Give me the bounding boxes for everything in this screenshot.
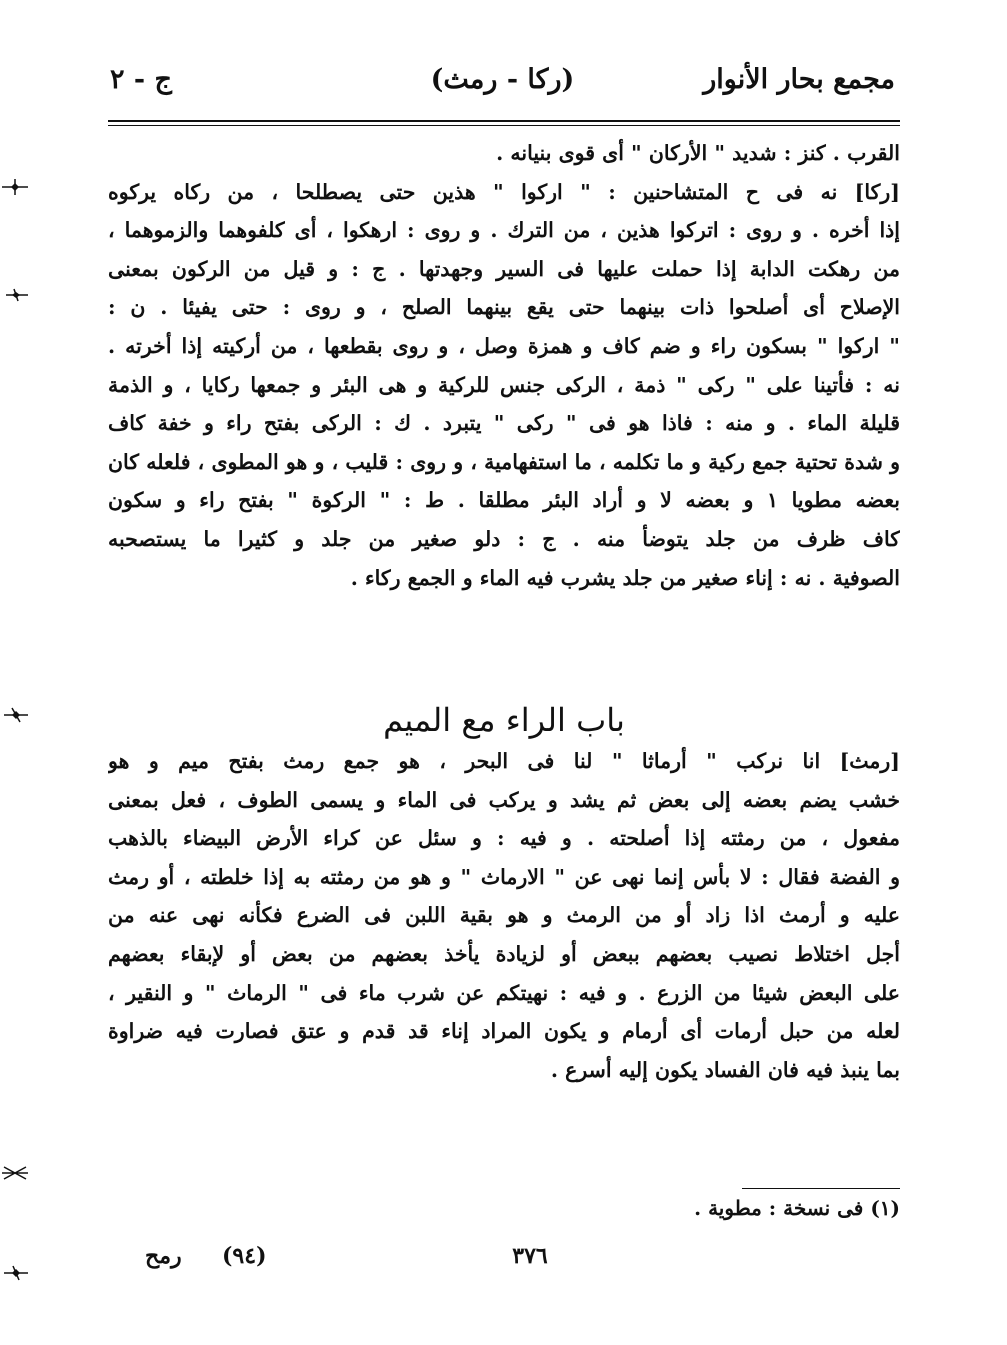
text-line: من رهكت الدابة إذا حملت عليها فى السير وجهدتها . ج : و قيل من الركون بمعنى	[108, 256, 900, 281]
text-line: خشب يضم بعضه إلى بعض ثم يشد و يركب فى الماء و يسمى الطوف ، فعل بمعنى	[108, 787, 900, 812]
registration-mark-icon	[0, 1163, 30, 1183]
header-rule-thin	[108, 125, 900, 126]
section-heading: باب الراء مع الميم	[383, 701, 625, 739]
text-line: مفعول ، من رمثته إذا أصلحته . و فيه : و سئل عن كراء الأرض البيضاء بالذهب	[108, 826, 900, 851]
text-line: على البعض شيئا من الزرع . و فيه : نهيتكم عن شرب ماء فى " الرماث " و النقير ،	[108, 980, 900, 1005]
section-raka	[108, 134, 900, 597]
registration-mark-icon	[0, 705, 30, 725]
registration-mark-icon	[0, 285, 30, 305]
text-line: بما ينبذ فيه فان الفساد يكون إليه أسرع .	[550, 1057, 900, 1082]
text-line: " اركوا " بسكون راء و ضم كاف و همزة وصل ، و روى بقطعها ، من أركيته إذا أخرته .	[108, 333, 900, 358]
text-line: نه : فأتينا على " ركى " ذمة ، الركى جنس للركية و هى البئر و جمعها ركايا ، و الذمة	[108, 372, 900, 397]
text-line: بعضه مطويا ١ و بعضه لا و أراد البئر مطلقا . ط : " الركوة " بفتح راء و سكون	[108, 488, 900, 513]
entry-range: (ركا - رمث)	[430, 64, 575, 95]
text-line: أجل اختلاط نصيب بعضهم ببعض أو لزيادة يأخذ بعضهم من بعض أو لإبقاء بعضهم	[108, 941, 900, 966]
text-line: إذا أخره . و روى : اتركوا هذين ، من الترك . و روى : ارهكوا ، أى كلفوهما والزموهما ،	[108, 218, 900, 243]
text-line: كاف ظرف من جلد يتوضأ منه . ج : دلو صغير من جلد و كثيرا ما يستصحبه	[108, 526, 900, 551]
text-line: و الفضة فقال : لا بأس إنما نهى عن " الارماث " و هو من رمثته به إذا خلطته ، أو رمث	[108, 864, 900, 889]
page-footer	[0, 1243, 1007, 1283]
registration-mark-icon	[0, 1263, 30, 1283]
text-line: القرب . كنز : شديد " الأركان " أى قوى بنيانه .	[496, 141, 900, 165]
text-line: [ركا] نه فى ح المتشاحنين : " اركوا " هذين حتى يصطلحا ، من ركاه يركوه	[108, 179, 900, 204]
sequence-number: (٩٤)	[222, 1243, 267, 1269]
text-line: لعله من حبل أرمات أى أرمام و يكون المراد إناء قد قدم و عتق فصارت فيه ضراوة	[108, 1019, 900, 1044]
text-line: قليلة الماء . و منه : فاذا هو فى " ركى " يتبرد . ك : الركى بفتح راء و خفة كاف	[108, 411, 900, 436]
catchword: رمح	[145, 1243, 182, 1269]
page-number: ٣٧٦	[512, 1243, 548, 1269]
header-rule-thick	[108, 120, 900, 122]
text-line: [رمث] انا نركب " أرماثا " لنا فى البحر ، هو جمع رمث بفتح ميم و هو	[108, 749, 900, 773]
volume-label: ج - ٢	[110, 64, 172, 95]
running-header	[110, 64, 895, 112]
footnote: (١) فى نسخة : مطوية .	[694, 1196, 900, 1220]
registration-mark-icon	[0, 177, 30, 197]
footnote-rule	[742, 1188, 900, 1189]
book-title: مجمع بحار الأنوار	[703, 64, 895, 95]
section-ramath	[108, 742, 900, 1089]
text-line: و شدة تحتية جمع ركية و ما تكلمه ، ما استفهامية ، و روى : قليب ، و هو المطوى ، فلعله كان	[108, 449, 900, 474]
text-line: الإصلاح أى أصلحوا ذات بينهما حتى يقع بينهما الصلح ، و روى : حتى يفيئا . ن :	[108, 295, 900, 320]
text-line: عليه و أرمث اذا زاد أو من الرمث و هو بقية اللبن فى الضرع فكأنه نهى عنه من	[108, 903, 900, 928]
text-line: الصوفية . نه : إناء صغير من جلد يشرب فيه الماء و الجمع ركاء .	[350, 565, 900, 590]
